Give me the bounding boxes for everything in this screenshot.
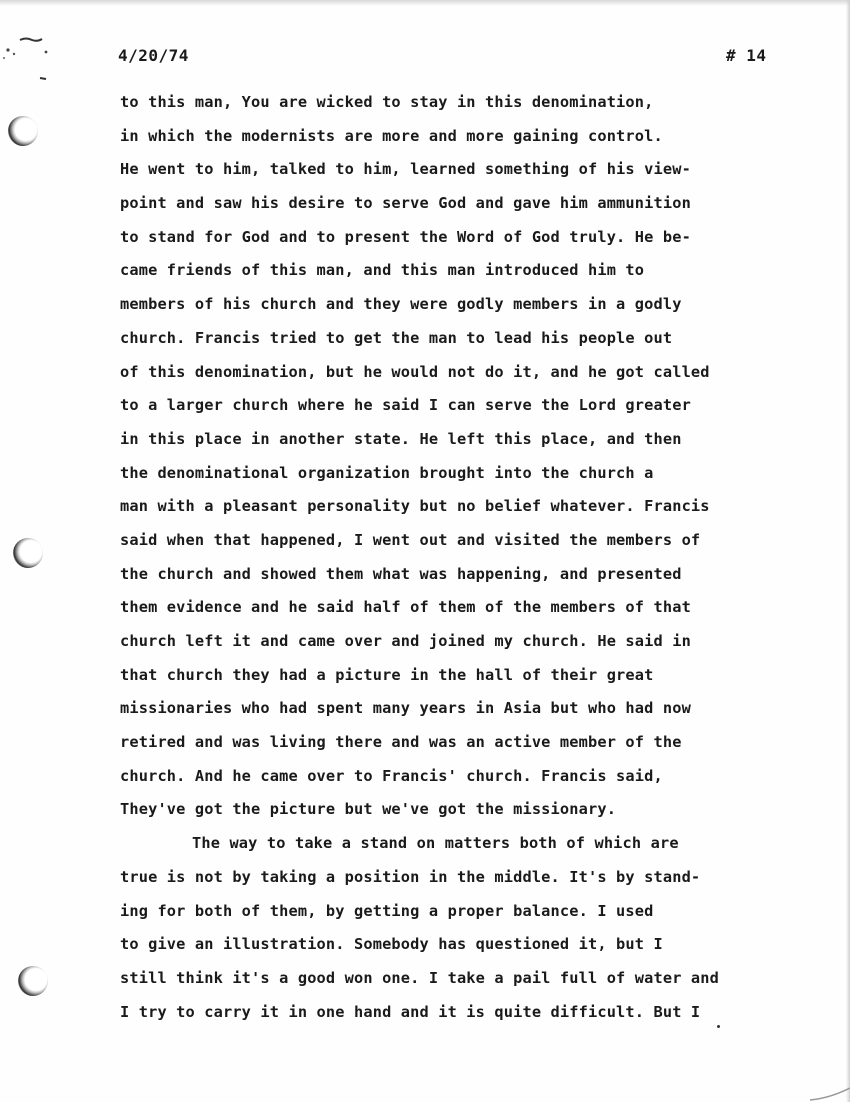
text-line: to this man, You are wicked to stay in this denomination, (120, 93, 654, 111)
text-line: church left it and came over and joined my church. He said in (120, 632, 691, 650)
page-right-edge (846, 0, 850, 1102)
text-line: in this place in another state. He left this place, and then (120, 429, 682, 448)
punch-hole-top (8, 116, 38, 146)
text-line: He went to him, talked to him, learned something of his view- (120, 160, 691, 179)
body-text (120, 86, 800, 1029)
text-line: to stand for God and to present the Word of God truly. He be- (120, 227, 691, 246)
text-line: in which the modernists are more and more gaining control. (120, 126, 663, 145)
text-line: came friends of this man, and this man introduced him to (120, 261, 645, 280)
text-line: They've got the picture but we've got the missionary. (120, 800, 617, 819)
text-line: point and saw his desire to serve God and gave him ammunition (120, 194, 691, 213)
text-line: I try to carry it in one hand and it is quite difficult. But I (120, 1002, 701, 1021)
text-line: still think it's a good won one. I take a pail full of water and (120, 968, 720, 987)
text-line: the denominational organization brought into the church a (120, 463, 654, 482)
scan-specks (0, 28, 70, 88)
text-line: said when that happened, I went out and visited the members of (120, 530, 701, 549)
page-top-edge (0, 0, 850, 6)
text-line: to a larger church where he said I can serve the Lord greater (120, 396, 691, 415)
text-line: missionaries who had spent many years in Asia but who had now (120, 699, 691, 718)
text-line: church. And he came over to Francis' church. Francis said, (120, 766, 663, 785)
text-line: ing for both of them, by getting a proper balance. I used (120, 901, 654, 920)
text-line: retired and was living there and was an active member of the (120, 733, 682, 752)
text-line: them evidence and he said half of them of the members of that (120, 598, 691, 617)
text-line: that church they had a picture in the hall of their great (120, 665, 654, 684)
punch-hole-bottom (18, 966, 48, 996)
text-line: man with a pleasant personality but no belief whatever. Francis (120, 497, 710, 516)
text-line: members of his church and they were godly members in a godly (120, 295, 682, 314)
page-corner-curl (810, 1082, 850, 1102)
text-line: of this denomination, but he would not do it, and he got called (120, 362, 710, 381)
punch-hole-middle (13, 538, 43, 568)
text-line: the church and showed them what was happening, and presented (120, 564, 682, 583)
text-line: church. Francis tried to get the man to lead his people out (120, 328, 673, 347)
paragraph-start-line: The way to take a stand on matters both of which are (192, 834, 679, 853)
page-number: # 14 (726, 46, 767, 65)
stray-mark (717, 1025, 720, 1028)
header-date: 4/20/74 (118, 46, 189, 65)
text-line: to give an illustration. Somebody has questioned it, but I (120, 935, 663, 954)
text-line: true is not by taking a position in the middle. It's by stand- (120, 867, 701, 886)
